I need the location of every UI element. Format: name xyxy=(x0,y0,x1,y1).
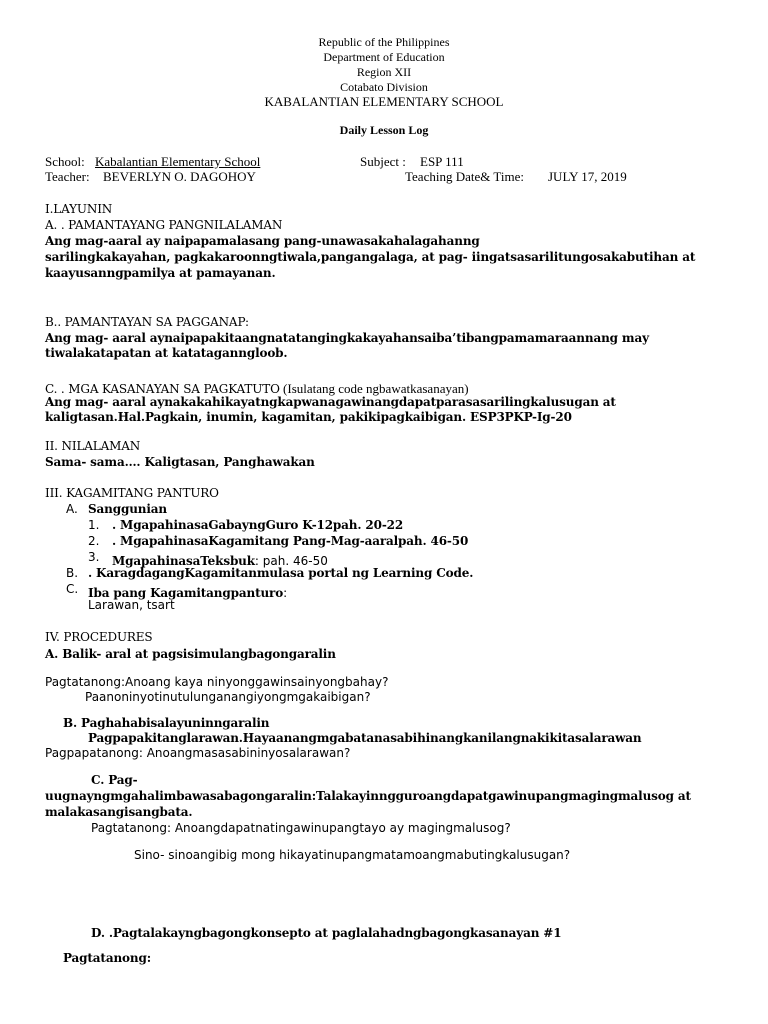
layunin-a-heading: A. . PAMANTAYANG PANGNILALAMAN xyxy=(45,218,283,232)
kagamitan-item1-text: . MgapahinasaGabayngGuro K-12pah. 20-22 xyxy=(112,518,404,532)
header-region: Region XII xyxy=(356,65,412,79)
procedures-b-heading: B. Paghahabisalayuninngaralin xyxy=(63,716,270,730)
procedures-d-q: Pagtatanong: xyxy=(63,951,151,965)
date-label: Teaching Date& Time: xyxy=(405,169,524,184)
kagamitan-heading: III. KAGAMITANG PANTURO xyxy=(45,486,219,500)
nilalaman-text: Sama- sama…. Kaligtasan, Panghawakan xyxy=(45,455,315,469)
layunin-b-heading: B.. PAMANTAYAN SA PAGGANAP: xyxy=(45,315,249,329)
document-title: Daily Lesson Log xyxy=(339,123,429,137)
teacher-label: Teacher: xyxy=(45,169,90,184)
layunin-a-line2: sarilingkakayahan, pagkakaroonngtiwala,pangangalaga, at pag- iingatsasarilitungosakabutihan at xyxy=(45,250,696,264)
date-value: JULY 17, 2019 xyxy=(548,169,627,184)
layunin-a-line1: Ang mag-aaral ay naipapamalasang pang-unawasakahalagahanng xyxy=(45,234,480,248)
school-label: School: xyxy=(45,154,85,169)
header-school-name: KABALANTIAN ELEMENTARY SCHOOL xyxy=(264,94,504,109)
procedures-c-q1: Pagtatanong: Anoangdapatnatingawinupangtayo ay magingmalusog? xyxy=(91,821,511,835)
kagamitan-item2-num: 2. xyxy=(88,534,100,548)
procedures-a-q2: Paanoninyotinutulunganangiyongmgakaibigan? xyxy=(85,690,371,704)
subject-label: Subject : xyxy=(360,154,406,169)
procedures-a-q1: Pagtatanong:Anoang kaya ninyonggawinsainyongbahay? xyxy=(45,675,389,689)
kagamitan-item3-rest: : pah. 46-50 xyxy=(254,554,328,568)
layunin-b-line1: Ang mag- aaral aynaipapakitaangnatatangingkakayahansaiba’tibangpamamaraannang may xyxy=(45,331,649,345)
header-division: Cotabato Division xyxy=(340,80,428,94)
header-department: Department of Education xyxy=(323,50,445,64)
kagamitan-item1-num: 1. xyxy=(88,518,100,532)
procedures-c-heading: C. Pag- xyxy=(91,773,138,787)
kagamitan-c-label: C. xyxy=(66,582,79,596)
procedures-heading: IV. PROCEDURES xyxy=(45,630,153,644)
header-republic: Republic of the Philippines xyxy=(318,35,450,49)
procedures-c-q2: Sino- sinoangibig mong hikayatinupangmatamoangmabutingkalusugan? xyxy=(134,848,571,862)
layunin-c-heading: C. . MGA KASANAYAN SA PAGKATUTO xyxy=(45,382,280,396)
layunin-c-note: (Isulatang code ngbawatkasanayan) xyxy=(279,381,469,396)
layunin-heading: I.LAYUNIN xyxy=(45,202,113,216)
layunin-c-line2: kaligtasan.Hal.Pagkain, inumin, kagamitan, pakikipagkaibigan. ESP3PKP-Ig-20 xyxy=(45,410,572,424)
teacher-value: BEVERLYN O. DAGOHOY xyxy=(103,169,256,184)
kagamitan-b-text: . KaragdagangKagamitanmulasa portal ng Learning Code. xyxy=(88,566,474,580)
kagamitan-c-rest: : xyxy=(283,586,288,600)
kagamitan-c-bold: Iba pang Kagamitangpanturo xyxy=(88,586,284,600)
procedures-c-line2: malakasangisangbata. xyxy=(45,805,193,819)
nilalaman-heading: II. NILALAMAN xyxy=(45,439,141,453)
kagamitan-a-text: Sanggunian xyxy=(88,502,167,516)
kagamitan-b-label: B. xyxy=(66,566,79,580)
procedures-b-q: Pagpapatanong: Anoangmasasabininyosalarawan? xyxy=(45,746,351,760)
procedures-a-heading: A. Balik- aral at pagsisimulangbagongaralin xyxy=(45,647,336,661)
subject-value: ESP 111 xyxy=(420,154,464,169)
kagamitan-item3-bold: MgapahinasaTeksbuk xyxy=(112,554,255,568)
kagamitan-a-label: A. xyxy=(66,502,78,516)
procedures-c-line1: uugnayngmgahalimbawasabagongaralin:Talakayinngguroangdapatgawinupangmagingmalusog at xyxy=(45,789,691,803)
layunin-c-line1: Ang mag- aaral aynakakahikayatngkapwanagawinangdapatparasasarilingkalusugan at xyxy=(45,395,616,409)
school-value: Kabalantian Elementary School xyxy=(95,154,261,169)
kagamitan-item2-text: . MgapahinasaKagamitang Pang-Mag-aaralpah. 46-50 xyxy=(112,534,469,548)
layunin-a-line3: kaayusanngpamilya at pamayanan. xyxy=(45,266,276,280)
kagamitan-c-value: Larawan, tsart xyxy=(88,598,175,612)
kagamitan-item3-num: 3. xyxy=(88,550,100,564)
procedures-d-heading: D. .Pagtalakayngbagongkonsepto at paglalahadngbagongkasanayan #1 xyxy=(91,926,562,940)
procedures-b-line: Pagpapakitanglarawan.Hayaanangmgabatanasabihinangkanilangnakikitasalarawan xyxy=(88,731,642,745)
layunin-b-line2: tiwalakatapatan at katataganngloob. xyxy=(45,346,288,360)
